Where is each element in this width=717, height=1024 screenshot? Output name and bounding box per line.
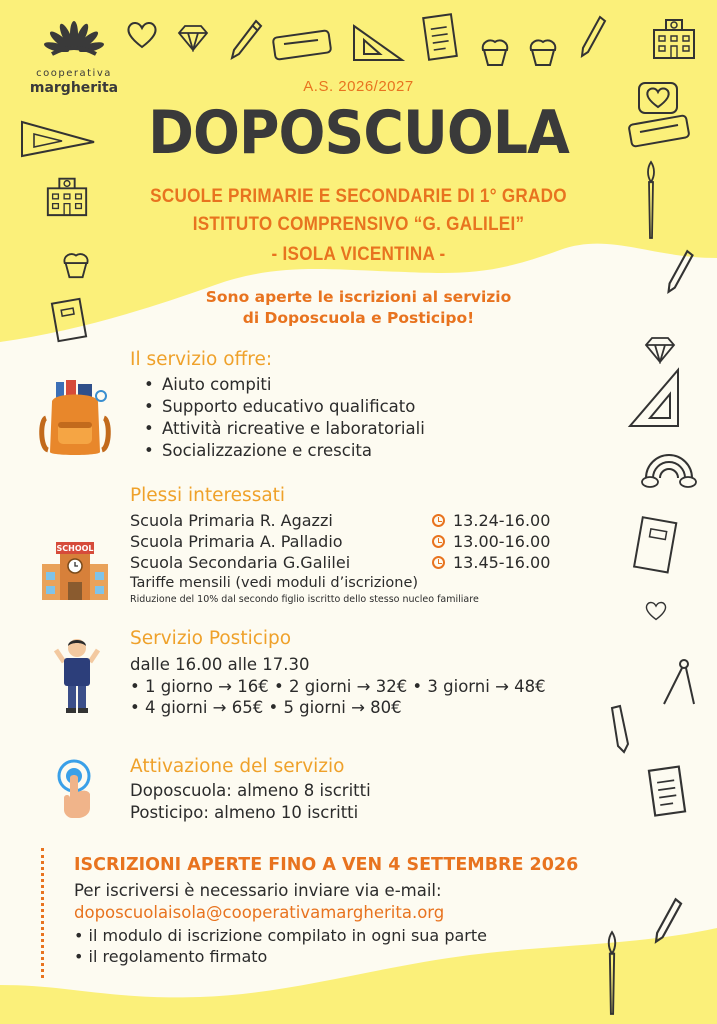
clock-icon bbox=[432, 535, 445, 548]
logo-text-cooperativa: cooperativa bbox=[36, 68, 112, 79]
school-time-3: 13.45-16.00 bbox=[453, 553, 551, 572]
school-time-2: 13.00-16.00 bbox=[453, 532, 551, 551]
subtitle-line-2: ISTITUTO COMPRENSIVO “G. GALILEI” bbox=[192, 214, 525, 235]
attivazione-posticipo: Posticipo: almeno 10 iscritti bbox=[130, 803, 359, 822]
pencil-icon bbox=[228, 18, 264, 62]
posticipo-prices-1: • 1 giorno → 16€ • 2 giorni → 32€ • 3 giorni → 48€ bbox=[130, 677, 546, 696]
cupcake-icon bbox=[478, 34, 512, 68]
plessi-heading: Plessi interessati bbox=[130, 485, 286, 506]
clock-icon bbox=[432, 514, 445, 527]
attivazione-doposcuola: Doposcuola: almeno 8 iscritti bbox=[130, 781, 371, 800]
intro-line-1: Sono aperte le iscrizioni al servizio bbox=[205, 288, 512, 306]
requirement-2: • il regolamento firmato bbox=[74, 947, 268, 966]
page-title: DOPOSCUOLA bbox=[148, 98, 569, 168]
school-name-2: Scuola Primaria A. Palladio bbox=[130, 532, 343, 551]
pencil-icon bbox=[606, 704, 634, 754]
posticipo-heading: Servizio Posticipo bbox=[130, 628, 292, 649]
list-item: • Attività ricreative e laboratoriali bbox=[140, 418, 425, 440]
notepad-icon bbox=[644, 762, 690, 818]
notepad-icon bbox=[420, 10, 460, 62]
deadline-heading: ISCRIZIONI APERTE FINO A VEN 4 SETTEMBRE 2026 bbox=[74, 855, 579, 875]
subtitle-line-1: SCUOLE PRIMARIE E SECONDARIE DI 1° GRADO bbox=[150, 186, 567, 207]
pencil-case-icon bbox=[270, 24, 334, 64]
instruction-text: Per iscriversi è necessario inviare via e-mail: bbox=[74, 881, 442, 900]
pencil-icon bbox=[650, 896, 686, 946]
school-name-3: Scuola Secondaria G.Galilei bbox=[130, 553, 351, 572]
cupcake-icon bbox=[526, 34, 560, 68]
school-time-1: 13.24-16.00 bbox=[453, 511, 551, 530]
school-building-icon bbox=[650, 14, 698, 60]
requirement-1: • il modulo di iscrizione compilato in ogni sua parte bbox=[74, 926, 487, 945]
student-boy-icon bbox=[52, 636, 102, 716]
paintbrush-icon bbox=[600, 930, 624, 1016]
backpack-icon bbox=[38, 378, 112, 460]
flower-logo-icon bbox=[36, 18, 112, 68]
list-item: • Aiuto compiti bbox=[140, 374, 425, 396]
clock-icon bbox=[432, 556, 445, 569]
logo-text-margherita: margherita bbox=[29, 80, 119, 96]
school-time-row-3 bbox=[432, 552, 550, 573]
school-time-row-2 bbox=[432, 531, 550, 552]
posticipo-prices-2: • 4 giorni → 65€ • 5 giorni → 80€ bbox=[130, 698, 402, 717]
fees-note: Tariffe mensili (vedi moduli d’iscrizione) bbox=[130, 575, 419, 591]
tap-hand-icon bbox=[52, 756, 100, 820]
school-sign: SCHOOL bbox=[56, 544, 94, 553]
intro-text bbox=[0, 287, 717, 329]
attivazione-heading: Attivazione del servizio bbox=[130, 756, 345, 777]
posticipo-hours: dalle 16.00 alle 17.30 bbox=[130, 655, 310, 674]
list-item: • Socializzazione e crescita bbox=[140, 440, 425, 462]
list-item: • Supporto educativo qualificato bbox=[140, 396, 425, 418]
heart-icon bbox=[125, 20, 159, 50]
services-heading: Il servizio offre: bbox=[130, 349, 273, 370]
school-name-1: Scuola Primaria R. Agazzi bbox=[130, 511, 333, 530]
set-square-icon bbox=[626, 366, 684, 432]
heart-icon bbox=[644, 600, 668, 622]
school-year: A.S. 2026/2027 bbox=[303, 78, 414, 95]
rainbow-icon bbox=[640, 446, 698, 490]
diamond-icon bbox=[642, 336, 678, 364]
notebook-icon bbox=[632, 514, 680, 578]
intro-line-2: di Doposcuola e Posticipo! bbox=[242, 309, 475, 327]
services-list bbox=[140, 374, 425, 462]
compass-icon bbox=[658, 654, 700, 708]
subtitle-line-3: - ISOLA VICENTINA - bbox=[271, 244, 446, 265]
school-time-row-1 bbox=[432, 510, 550, 531]
pencil-icon bbox=[578, 14, 608, 60]
set-square-icon bbox=[350, 20, 406, 66]
diamond-icon bbox=[176, 24, 210, 52]
email-link[interactable]: doposcuolaisola@cooperativamargherita.org bbox=[74, 903, 445, 922]
schoolhouse-icon bbox=[38, 540, 112, 602]
dotted-divider bbox=[41, 848, 44, 978]
discount-note: Riduzione del 10% dal secondo figlio iscritto dello stesso nucleo familiare bbox=[130, 594, 479, 605]
